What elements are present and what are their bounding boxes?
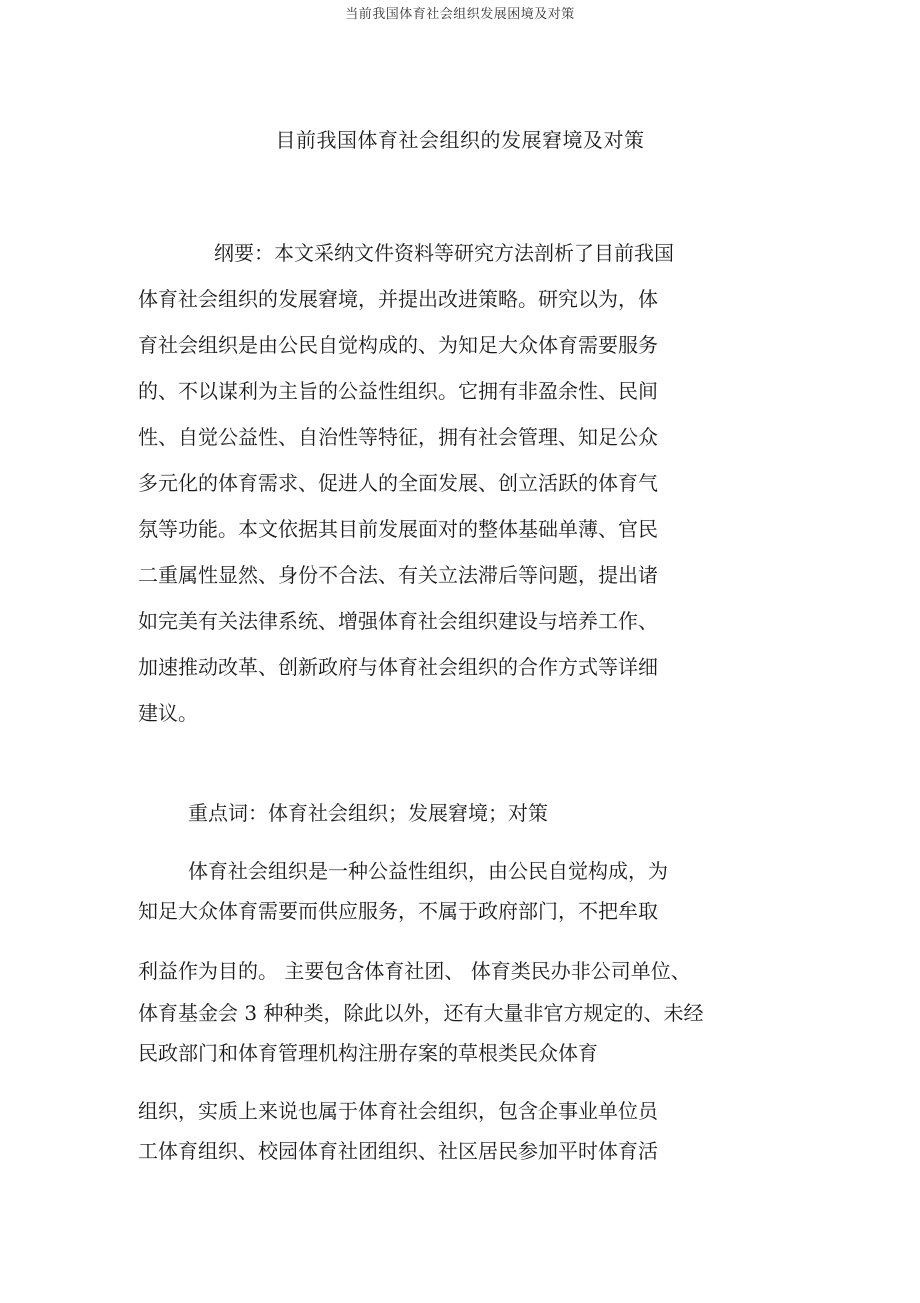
abstract-line: 多元化的体育需求、促进人的全面发展、创立活跃的体育气	[138, 471, 658, 495]
abstract-line: 育社会组织是由公民自觉构成的、为知足大众体育需要服务	[138, 333, 658, 357]
body-line: 民政部门和体育管理机构注册存案的草根类民众体育	[138, 1041, 598, 1065]
body-line: 组织，实质上来说也属于体育社会组织，包含企事业单位员	[138, 1099, 658, 1123]
abstract-line: 二重属性显然、身份不合法、有关立法滞后等问题，提出诸	[138, 563, 658, 587]
abstract-line: 如完美有关法律系统、增强体育社会组织建设与培养工作、	[138, 609, 658, 633]
abstract-line: 的、不以谋利为主旨的公益性组织。它拥有非盈余性、民间	[138, 379, 658, 403]
abstract-line: 体育社会组织的发展窘境，并提出改进策略。研究以为，体	[138, 287, 658, 311]
abstract-line: 性、自觉公益性、自治性等特征，拥有社会管理、知足公众	[138, 425, 658, 449]
abstract-line: 建议。	[138, 701, 198, 725]
document-title: 目前我国体育社会组织的发展窘境及对策	[275, 128, 645, 152]
body-line: 体育基金会 3 种种类，除此以外，还有大量非官方规定的、未经	[138, 1001, 704, 1025]
running-header: 当前我国体育社会组织发展困境及对策	[345, 7, 575, 22]
body-line: 体育社会组织是一种公益性组织，由公民自觉构成，为	[188, 859, 668, 883]
body-line: 利益作为目的。 主要包含体育社团、 体育类民办非公司单位、	[138, 959, 691, 983]
body-line: 工体育组织、校园体育社团组织、社区居民参加平时体育活	[138, 1139, 658, 1163]
abstract-line: 纲要：本文采纳文件资料等研究方法剖析了目前我国	[214, 241, 674, 265]
keywords-line: 重点词：体育社会组织；发展窘境；对策	[188, 801, 548, 825]
body-line: 知足大众体育需要而供应服务，不属于政府部门，不把牟取	[138, 899, 658, 923]
abstract-line: 加速推动改革、创新政府与体育社会组织的合作方式等详细	[138, 655, 658, 679]
abstract-line: 氛等功能。本文依据其目前发展面对的整体基础单薄、官民	[138, 517, 658, 541]
